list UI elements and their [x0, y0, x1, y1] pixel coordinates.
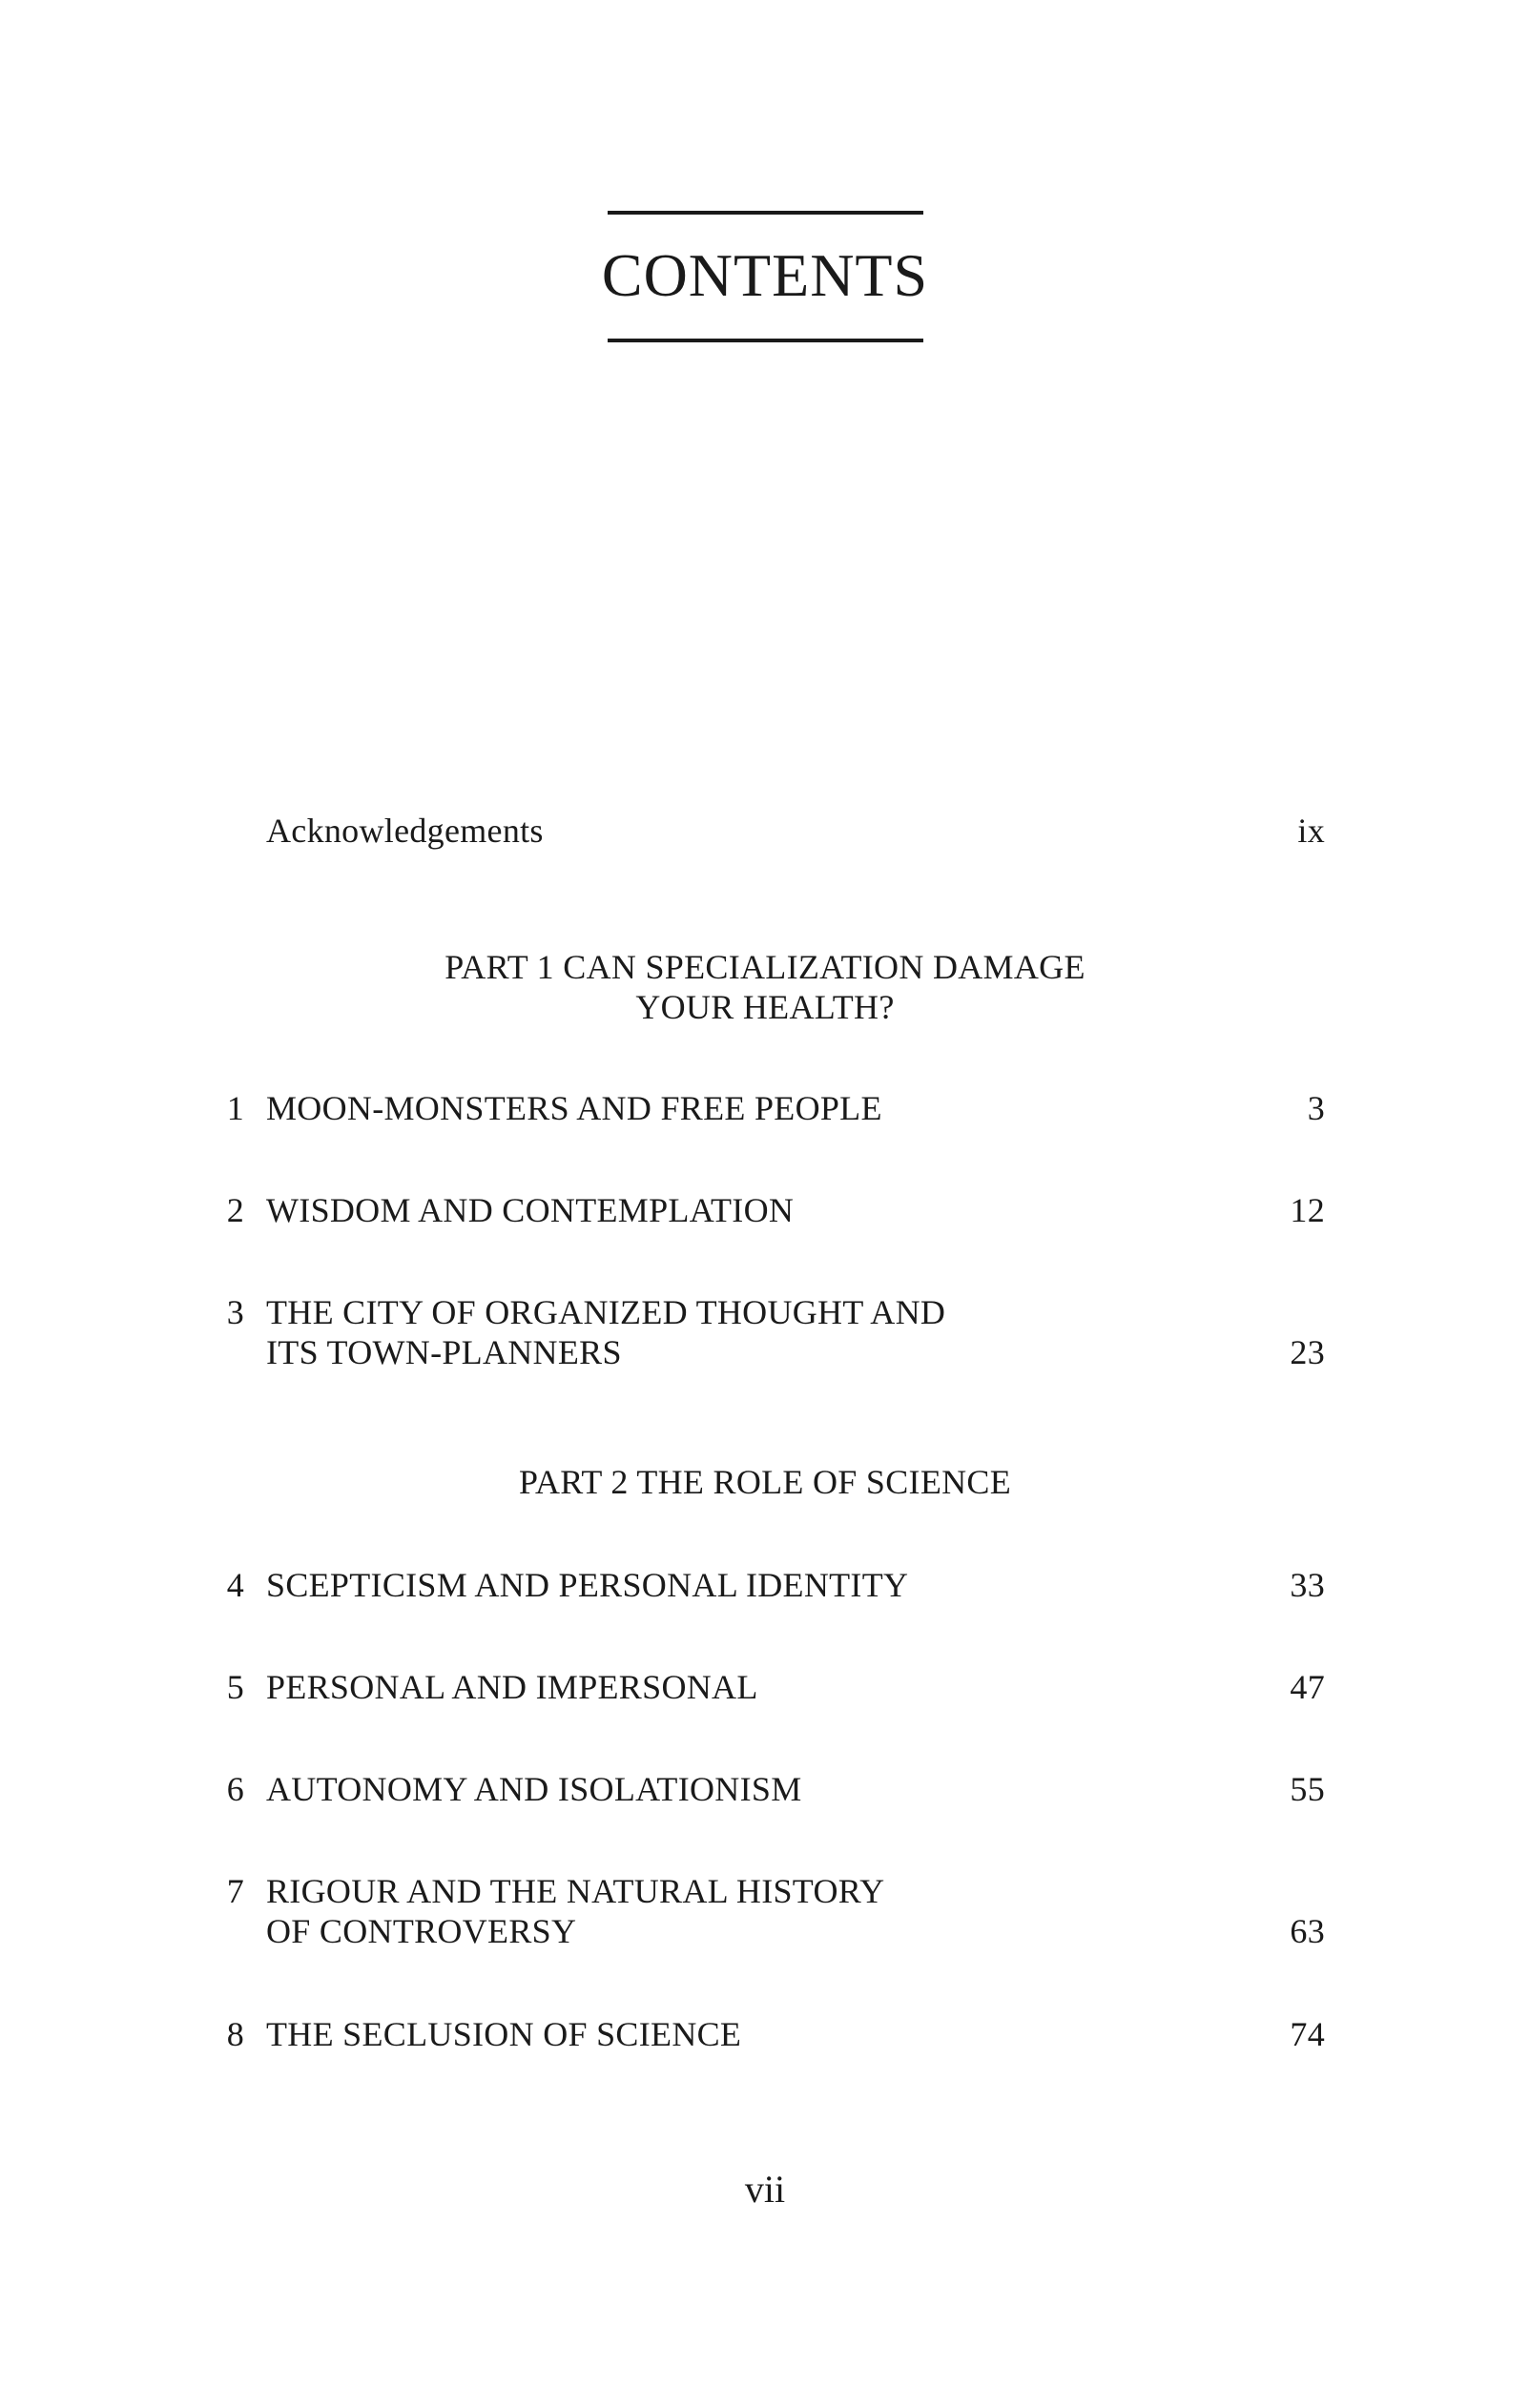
chapter-title: AUTONOMY AND ISOLATIONISM [266, 1770, 802, 1808]
page-number: vii [744, 2168, 786, 2211]
page-title: CONTENTS [601, 241, 929, 309]
part-heading-2 [0, 1462, 1530, 1502]
toc-entry-chapter-3[interactable] [0, 1292, 1530, 1372]
chapter-page: 3 [1307, 1089, 1325, 1127]
title-rule-bottom [608, 339, 923, 342]
chapter-title: RIGOUR AND THE NATURAL HISTORY [266, 1872, 885, 1910]
chapter-page: 23 [1290, 1333, 1325, 1371]
chapter-number: 3 [226, 1293, 244, 1331]
chapter-title-continuation: OF CONTROVERSY [266, 1912, 577, 1950]
chapter-page: 74 [1290, 2015, 1325, 2053]
chapter-title: WISDOM AND CONTEMPLATION [266, 1191, 795, 1229]
chapter-page: 63 [1290, 1912, 1325, 1950]
chapter-page: 33 [1290, 1566, 1325, 1604]
chapter-page: 47 [1290, 1668, 1325, 1706]
chapter-title: PERSONAL AND IMPERSONAL [266, 1668, 758, 1706]
chapter-number: 7 [226, 1872, 244, 1910]
title-rule-top [608, 211, 923, 215]
chapter-number: 2 [226, 1191, 244, 1229]
toc-entry-chapter-7[interactable] [0, 1871, 1530, 1951]
chapter-title: THE CITY OF ORGANIZED THOUGHT AND [266, 1293, 946, 1331]
chapter-number: 8 [226, 2015, 244, 2053]
chapter-title: THE SECLUSION OF SCIENCE [266, 2015, 742, 2053]
chapter-page: 55 [1290, 1770, 1325, 1808]
part-heading-line: YOUR HEALTH? [635, 988, 895, 1026]
chapter-page: 12 [1290, 1191, 1325, 1229]
part-heading-1 [0, 947, 1530, 1027]
chapter-number: 5 [226, 1668, 244, 1706]
chapter-number: 1 [226, 1089, 244, 1127]
chapter-number: 6 [226, 1770, 244, 1808]
part-heading-line: PART 2 THE ROLE OF SCIENCE [518, 1463, 1012, 1501]
chapter-title: SCEPTICISM AND PERSONAL IDENTITY [266, 1566, 909, 1604]
chapter-title: MOON-MONSTERS AND FREE PEOPLE [266, 1089, 882, 1127]
chapter-title-continuation: ITS TOWN-PLANNERS [266, 1333, 622, 1371]
chapter-number: 4 [226, 1566, 244, 1604]
toc-entry-page: ix [1297, 812, 1325, 850]
part-heading-line: PART 1 CAN SPECIALIZATION DAMAGE [445, 948, 1085, 986]
toc-entry-label: Acknowledgements [266, 812, 544, 850]
